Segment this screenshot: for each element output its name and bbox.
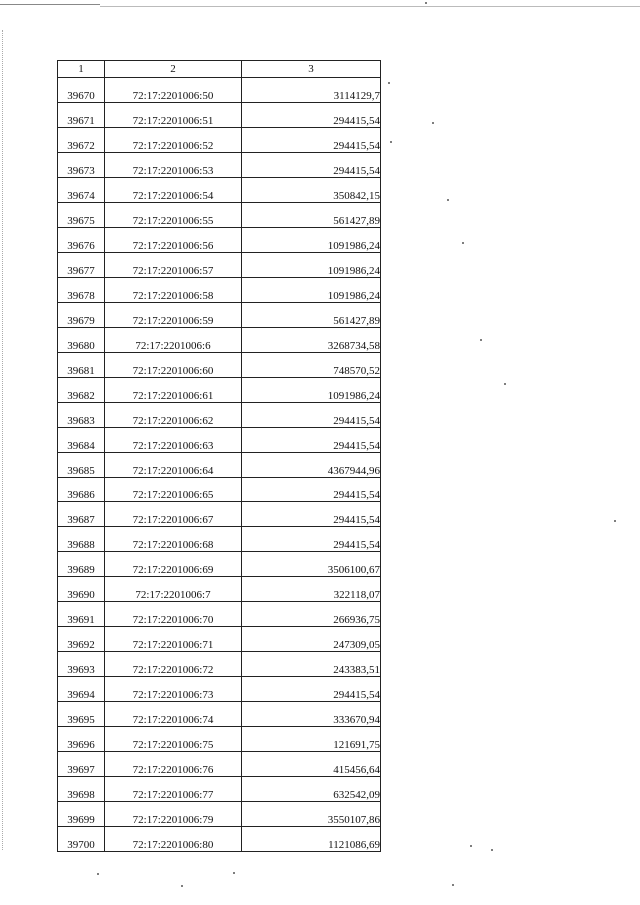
table-row [58,677,381,702]
cadastral-value-cell: 266936,75 [242,602,381,627]
row-number-cell: 39683 [58,402,105,427]
cadastral-value-cell: 247309,05 [242,627,381,652]
row-number-cell: 39696 [58,727,105,752]
row-number-cell: 39692 [58,627,105,652]
cadastral-value-cell: 3114129,7 [242,78,381,103]
table-row [58,327,381,352]
table-row [58,577,381,602]
cadastral-value-cell: 294415,54 [242,502,381,527]
cadastral-number-cell: 72:17:2201006:52 [105,127,242,152]
table-row [58,727,381,752]
cadastral-value-cell: 294415,54 [242,102,381,127]
cadastral-value-cell: 333670,94 [242,702,381,727]
scan-speck [470,845,472,847]
table-row [58,102,381,127]
cadastral-number-cell: 72:17:2201006:57 [105,252,242,277]
row-number-cell: 39684 [58,427,105,452]
row-number-cell: 39674 [58,177,105,202]
scan-edge-line [2,30,3,850]
cadastral-number-cell: 72:17:2201006:79 [105,802,242,827]
table-row [58,127,381,152]
cadastral-value-cell: 294415,54 [242,427,381,452]
row-number-cell: 39690 [58,577,105,602]
table-row [58,277,381,302]
table-row [58,402,381,427]
row-number-cell: 39685 [58,452,105,477]
cadastral-value-cell: 294415,54 [242,152,381,177]
cadastral-value-cell: 4367944,96 [242,452,381,477]
row-number-cell: 39688 [58,527,105,552]
cadastral-value-cell: 294415,54 [242,127,381,152]
cadastral-number-cell: 72:17:2201006:75 [105,727,242,752]
table-row [58,302,381,327]
table-row [58,627,381,652]
table-row [58,752,381,777]
row-number-cell: 39681 [58,352,105,377]
scan-speck [390,141,392,143]
table-row [58,377,381,402]
cadastral-value-cell: 294415,54 [242,477,381,502]
scan-speck [233,872,235,874]
row-number-cell: 39676 [58,227,105,252]
table-row [58,452,381,477]
cadastral-number-cell: 72:17:2201006:56 [105,227,242,252]
cadastral-number-cell: 72:17:2201006:80 [105,827,242,852]
cadastral-value-cell: 243383,51 [242,652,381,677]
cadastral-value-cell: 322118,07 [242,577,381,602]
cadastral-value-cell: 350842,15 [242,177,381,202]
scan-speck [181,885,183,887]
cadastral-value-cell: 294415,54 [242,402,381,427]
row-number-cell: 39699 [58,802,105,827]
scan-speck [388,82,390,84]
row-number-cell: 39689 [58,552,105,577]
table-row [58,652,381,677]
cadastral-number-cell: 72:17:2201006:55 [105,202,242,227]
cadastral-number-cell: 72:17:2201006:77 [105,777,242,802]
scan-speck [504,383,506,385]
scan-speck [614,520,616,522]
cadastral-number-cell: 72:17:2201006:53 [105,152,242,177]
cadastral-number-cell: 72:17:2201006:70 [105,602,242,627]
row-number-cell: 39687 [58,502,105,527]
cadastral-number-cell: 72:17:2201006:74 [105,702,242,727]
table-row [58,802,381,827]
table-row [58,552,381,577]
cadastral-number-cell: 72:17:2201006:65 [105,477,242,502]
cadastral-value-cell: 121691,75 [242,727,381,752]
row-number-cell: 39698 [58,777,105,802]
table-row [58,78,381,103]
cadastral-number-cell: 72:17:2201006:59 [105,302,242,327]
table-row [58,477,381,502]
table-row [58,502,381,527]
row-number-cell: 39694 [58,677,105,702]
column-header-2: 2 [105,61,242,78]
table-row [58,252,381,277]
row-number-cell: 39682 [58,377,105,402]
scan-speck [491,849,493,851]
row-number-cell: 39700 [58,827,105,852]
scan-speck [480,339,482,341]
cadastral-number-cell: 72:17:2201006:50 [105,78,242,103]
scan-speck [432,122,434,124]
row-number-cell: 39673 [58,152,105,177]
cadastral-number-cell: 72:17:2201006:61 [105,377,242,402]
scan-speck [425,2,427,4]
cadastral-number-cell: 72:17:2201006:63 [105,427,242,452]
cadastral-value-cell: 1121086,69 [242,827,381,852]
row-number-cell: 39680 [58,327,105,352]
cadastral-value-cell: 3550107,86 [242,802,381,827]
table-row [58,702,381,727]
cadastral-value-cell: 1091986,24 [242,277,381,302]
row-number-cell: 39691 [58,602,105,627]
cadastral-number-cell: 72:17:2201006:62 [105,402,242,427]
row-number-cell: 39679 [58,302,105,327]
cadastral-value-cell: 1091986,24 [242,227,381,252]
cadastral-number-cell: 72:17:2201006:71 [105,627,242,652]
row-number-cell: 39677 [58,252,105,277]
table-row [58,427,381,452]
cadastral-number-cell: 72:17:2201006:73 [105,677,242,702]
cadastral-number-cell: 72:17:2201006:60 [105,352,242,377]
scan-speck [447,199,449,201]
row-number-cell: 39678 [58,277,105,302]
column-header-3: 3 [242,61,381,78]
row-number-cell: 39671 [58,102,105,127]
cadastral-number-cell: 72:17:2201006:64 [105,452,242,477]
row-number-cell: 39686 [58,477,105,502]
cadastral-value-cell: 3506100,67 [242,552,381,577]
cadastral-number-cell: 72:17:2201006:68 [105,527,242,552]
table-body [58,78,381,852]
table-row [58,177,381,202]
cadastral-value-table [57,60,381,852]
cadastral-value-cell: 748570,52 [242,352,381,377]
table-row [58,527,381,552]
cadastral-value-cell: 632542,09 [242,777,381,802]
row-number-cell: 39695 [58,702,105,727]
cadastral-number-cell: 72:17:2201006:76 [105,752,242,777]
table-row [58,152,381,177]
table-row [58,202,381,227]
row-number-cell: 39675 [58,202,105,227]
cadastral-value-cell: 561427,89 [242,302,381,327]
scan-speck [462,242,464,244]
table-row [58,827,381,852]
cadastral-number-cell: 72:17:2201006:54 [105,177,242,202]
scan-speck [97,873,99,875]
table-row [58,602,381,627]
cadastral-value-cell: 561427,89 [242,202,381,227]
cadastral-number-cell: 72:17:2201006:69 [105,552,242,577]
row-number-cell: 39672 [58,127,105,152]
table-row [58,352,381,377]
cadastral-value-cell: 294415,54 [242,677,381,702]
cadastral-value-cell: 1091986,24 [242,377,381,402]
cadastral-number-cell: 72:17:2201006:51 [105,102,242,127]
cadastral-number-cell: 72:17:2201006:67 [105,502,242,527]
cadastral-value-cell: 415456,64 [242,752,381,777]
column-header-1: 1 [58,61,105,78]
scan-speck [452,884,454,886]
row-number-cell: 39693 [58,652,105,677]
cadastral-number-cell: 72:17:2201006:72 [105,652,242,677]
cadastral-number-cell: 72:17:2201006:58 [105,277,242,302]
row-number-cell: 39697 [58,752,105,777]
cadastral-value-cell: 3268734,58 [242,327,381,352]
table-header-row [58,61,381,78]
cadastral-value-cell: 294415,54 [242,527,381,552]
cadastral-number-cell: 72:17:2201006:7 [105,577,242,602]
table-row [58,777,381,802]
scan-border-line [0,4,100,5]
cadastral-value-cell: 1091986,24 [242,252,381,277]
table-row [58,227,381,252]
cadastral-number-cell: 72:17:2201006:6 [105,327,242,352]
row-number-cell: 39670 [58,78,105,103]
scan-border-line [100,6,640,7]
